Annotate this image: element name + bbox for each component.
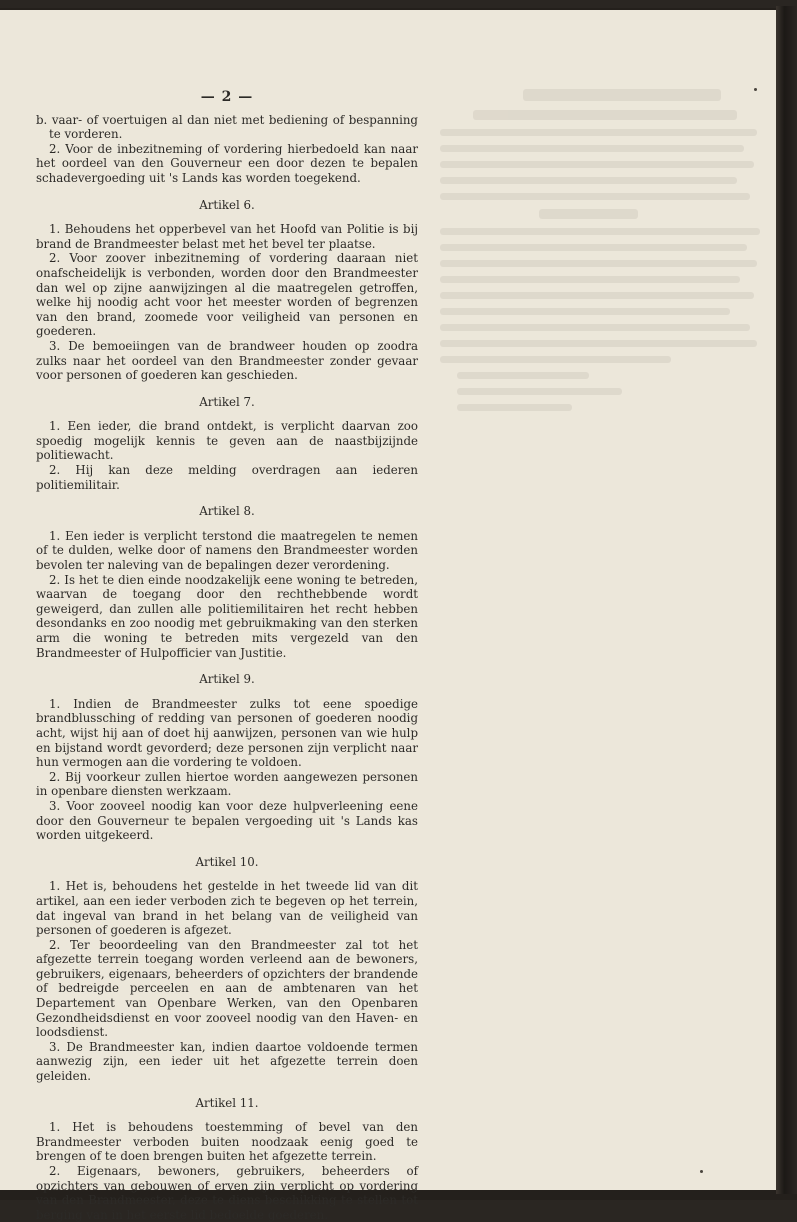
article-heading: Artikel 6. bbox=[199, 197, 255, 212]
article-heading: Artikel 8. bbox=[199, 504, 255, 519]
bleed-through-text bbox=[440, 80, 770, 640]
article-paragraph: 1. Een ieder, die brand ontdekt, is verplicht daarvan zoo spoedig mogelijk kennis te geven aan de naastbijzijnde politiewacht. bbox=[36, 419, 418, 463]
page-edge-shadow bbox=[776, 6, 797, 1194]
article-6 bbox=[36, 198, 418, 383]
article-paragraph: 1. Het is behoudens toestemming of bevel van den Brandmeester verboden buiten noodzaak eenig goed te brengen of te doen brengen buiten het afgezette terrein. bbox=[36, 1120, 418, 1164]
article-paragraph: 1. Indien de Brandmeester zulks tot eene spoedige brandblussching of redding van personen of goederen noodig acht, wijst hij aan of doet hij aanwijzen, personen van wie hulp en bijstand wordt gevorderd; deze personen zijn verplicht naar hun vermogen aan die vordering te voldoen. bbox=[36, 696, 418, 770]
article-10 bbox=[36, 855, 418, 1084]
article-paragraph: 2. Hij kan deze melding overdragen aan iederen politiemilitair. bbox=[36, 463, 418, 492]
article-8 bbox=[36, 504, 418, 660]
intro-item-2: 2. Voor de inbezitneming of vordering hierbedoeld kan naar het oordeel van den Gouverneur een door dezen te bepalen schadevergoeding uit 's Lands kas worden toegekend. bbox=[36, 141, 418, 185]
article-heading: Artikel 7. bbox=[199, 394, 255, 409]
page-text bbox=[36, 90, 418, 1222]
article-paragraph: 1. Een ieder is verplicht terstond die maatregelen te nemen of te dulden, welke door of namens den Brandmeester worden bevolen ter naleving van de bepalingen dezer verordening. bbox=[36, 528, 418, 573]
article-paragraph: 2. Voor zoover inbezitneming of vordering daaraan niet onafscheidelijk is verbonden, worden door den Brandmeester dan wel op zijne aanwijzingen al die maatregelen getroffen, welke hij noodig acht voor het meester worden of begrenzen van den brand, zoomede voor veiligheid van personen en goederen. bbox=[36, 251, 418, 339]
article-7 bbox=[36, 395, 418, 493]
article-paragraph: 2. Bij voorkeur zullen hiertoe worden aangewezen personen in openbare diensten werkzaam. bbox=[36, 769, 418, 799]
article-paragraph: 1. Het is, behoudens het gestelde in het tweede lid van dit artikel, aan een ieder verboden zich te begeven op het terrein, dat ingeval van brand in het belang van de veiligheid van personen of goederen is afgezet. bbox=[36, 879, 418, 938]
article-9 bbox=[36, 672, 418, 843]
article-paragraph: 3. De Brandmeester kan, indien daartoe voldoende termen aanwezig zijn, een ieder uit het afgezette terrein doen geleiden. bbox=[36, 1039, 418, 1084]
article-heading: Artikel 9. bbox=[199, 672, 255, 687]
article-paragraph: 2. Is het te dien einde noodzakelijk eene woning te betreden, waarvan de toegang door den rechthebbende wordt geweigerd, dan zullen alle politiemilitairen het recht hebben desondanks en zoo noodig met gebruikmaking van den sterken arm die woning te betreden mits vergezeld van den Brandmeester of Hulpofficier van Justitie. bbox=[36, 572, 418, 660]
intro-item-b: b. vaar- of voertuigen al dan niet met bediening of bespanning te vorderen. bbox=[36, 112, 418, 142]
article-paragraph: 1. Behoudens het opperbevel van het Hoofd van Politie is bij brand de Brandmeester belast met het bevel ter plaatse. bbox=[36, 222, 418, 251]
article-paragraph: 3. De bemoeiingen van de brandweer houden op zoodra zulks naar het oordeel van den Brandmeester zonder gevaar voor personen of goederen kan geschieden. bbox=[36, 338, 418, 383]
document-page bbox=[0, 10, 776, 1222]
article-heading: Artikel 11. bbox=[195, 1095, 259, 1110]
article-paragraph: 2. Eigenaars, bewoners, gebruikers, beheerders of opzichters van gebouwen of erven zijn verplicht op vordering van den Brandmeester, deze te diens beschikking te stellen tot berging van in het eerste lid bedoelde goederen. bbox=[36, 1164, 418, 1222]
article-paragraph: 2. Ter beoordeeling van den Brandmeester zal tot het afgezette terrein toegang worden verleend aan de bewoners, gebruikers, eigenaars, beheerders of opzichters der brandende of bedreigde perceelen en aan de ambtenaren van het Departement van Openbare Werken, van den Openbaren Gezondheidsdienst en voor zooveel noodig van den Haven- en loodsdienst. bbox=[36, 937, 418, 1040]
article-paragraph: 3. Voor zooveel noodig kan voor deze hulpverleening eene door den Gouverneur te bepalen vergoeding uit 's Lands kas worden uitgekeerd. bbox=[36, 798, 418, 843]
article-11 bbox=[36, 1096, 418, 1222]
article-heading: Artikel 10. bbox=[195, 854, 259, 869]
margin-mark bbox=[754, 88, 757, 91]
margin-mark bbox=[700, 1170, 703, 1173]
page-number: — 2 — bbox=[200, 89, 254, 105]
